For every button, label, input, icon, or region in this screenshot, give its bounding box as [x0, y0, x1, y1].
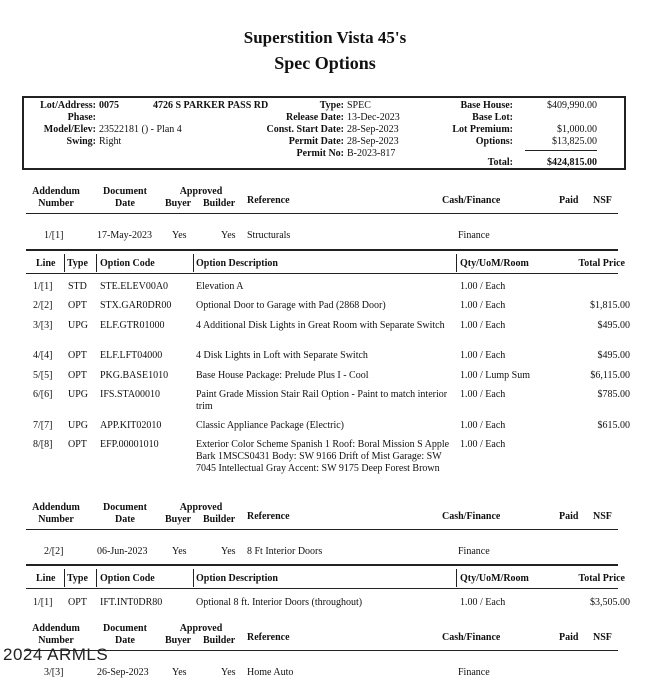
armls-watermark: 2024 ARMLS — [3, 645, 109, 664]
cash-finance-col-label: Cash/Finance — [442, 511, 501, 522]
line-description: Base House Package: Prelude Plus I - Cool — [196, 370, 369, 381]
option-description-col-label: Option Description — [196, 573, 278, 584]
const-start-value: 28-Sep-2023 — [347, 124, 399, 135]
paid-col-label: Paid — [559, 195, 579, 206]
approved-col-label: Approved — [179, 186, 223, 197]
addendum-buyer: Yes — [172, 667, 187, 678]
reference-col-label: Reference — [247, 632, 290, 643]
line-number: 6/[6] — [33, 389, 53, 400]
paid-col-label: Paid — [559, 511, 579, 522]
rule — [26, 650, 618, 651]
release-date-label: Release Date: — [285, 112, 344, 123]
permit-date-value: 28-Sep-2023 — [347, 136, 399, 147]
option-code-col-label: Option Code — [100, 258, 155, 269]
nsf-col-label: NSF — [593, 511, 612, 522]
const-start-label: Const. Start Date: — [266, 124, 344, 135]
line-qty: 1.00 / Each — [460, 439, 506, 450]
cash-finance-col-label: Cash/Finance — [442, 195, 501, 206]
qty-col-label: Qty/UoM/Room — [460, 573, 529, 584]
rule — [64, 569, 65, 587]
line-price: $6,115.00 — [590, 370, 630, 381]
addendum-number: 1/[1] — [44, 230, 64, 241]
document-col-label: Document — [103, 186, 147, 197]
line-number: 5/[5] — [33, 370, 53, 381]
rule — [26, 588, 618, 589]
addendum-date: 06-Jun-2023 — [97, 546, 148, 557]
type-value: SPEC — [347, 100, 371, 111]
line-type: OPT — [68, 597, 87, 608]
type-col-label: Type — [67, 573, 88, 584]
paid-col-label: Paid — [559, 632, 579, 643]
buyer-col-label: Buyer — [165, 635, 192, 646]
line-description: Elevation A — [196, 281, 244, 292]
addendum-reference: Structurals — [247, 230, 291, 241]
base-house-label: Base House: — [460, 100, 513, 111]
line-type: STD — [68, 281, 87, 292]
line-type: OPT — [68, 350, 87, 361]
line-code: IFS.STA00010 — [100, 389, 161, 400]
reference-col-label: Reference — [247, 511, 290, 522]
addendum-col-label: Addendum — [32, 623, 80, 634]
rule — [456, 569, 457, 587]
line-code: IFT.INT0DR80 — [100, 597, 163, 608]
option-code-col-label: Option Code — [100, 573, 155, 584]
document-col-label: Document — [103, 502, 147, 513]
model-label: Model/Elev: — [43, 124, 96, 135]
number-col-label: Number — [38, 198, 74, 209]
line-price: $495.00 — [597, 320, 630, 331]
addendum-cash-finance: Finance — [458, 546, 490, 557]
addendum-col-label: Addendum — [32, 186, 80, 197]
rule — [456, 254, 457, 272]
lot-premium-label: Lot Premium: — [452, 124, 513, 135]
swing-label: Swing: — [66, 136, 96, 147]
line-price: $3,505.00 — [590, 597, 630, 608]
addendum-number: 3/[3] — [44, 667, 64, 678]
addendum-number: 2/[2] — [44, 546, 64, 557]
line-price: $1,815.00 — [590, 300, 630, 311]
line-qty: 1.00 / Each — [460, 320, 506, 331]
permit-date-label: Permit Date: — [288, 136, 344, 147]
options-value: $13,825.00 — [552, 136, 597, 147]
line-type: UPG — [68, 320, 89, 331]
phase-label: Phase: — [67, 112, 96, 123]
rule — [64, 254, 65, 272]
addendum-buyer: Yes — [172, 546, 187, 557]
line-number: 1/[1] — [33, 281, 53, 292]
line-code: APP.KIT02010 — [100, 420, 162, 431]
address: 4726 S PARKER PASS RD — [153, 100, 269, 111]
base-house-value: $409,990.00 — [547, 100, 597, 111]
qty-col-label: Qty/UoM/Room — [460, 258, 529, 269]
rule — [193, 569, 194, 587]
line-qty: 1.00 / Each — [460, 350, 506, 361]
line-price: $615.00 — [597, 420, 630, 431]
line-qty: 1.00 / Each — [460, 389, 506, 400]
addendum-builder: Yes — [221, 667, 236, 678]
line-price: $785.00 — [597, 389, 630, 400]
line-description: Paint Grade Mission Stair Rail Option - Paint to match interior trim — [196, 389, 448, 412]
line-number: 7/[7] — [33, 420, 53, 431]
line-code: ELF.GTR01000 — [100, 320, 165, 331]
buyer-col-label: Buyer — [165, 198, 192, 209]
rule — [96, 254, 97, 272]
base-lot-label: Base Lot: — [472, 112, 513, 123]
document-col-label: Document — [103, 623, 147, 634]
approved-col-label: Approved — [179, 502, 223, 513]
addendum-reference: Home Auto — [247, 667, 294, 678]
permit-no-label: Permit No: — [296, 148, 344, 159]
line-description: Optional 8 ft. Interior Doors (throughout) — [196, 597, 363, 608]
addendum-buyer: Yes — [172, 230, 187, 241]
line-number: 3/[3] — [33, 320, 53, 331]
date-col-label: Date — [115, 635, 135, 646]
addendum-date: 26-Sep-2023 — [97, 667, 149, 678]
total-divider — [525, 150, 597, 151]
line-number: 1/[1] — [33, 597, 53, 608]
line-qty: 1.00 / Each — [460, 420, 506, 431]
lot-value: 0075 — [99, 100, 119, 111]
total-label: Total: — [487, 157, 513, 168]
line-code: STX.GAR0DR00 — [100, 300, 172, 311]
release-date-value: 13-Dec-2023 — [347, 112, 400, 123]
document-title: Superstition Vista 45's — [243, 28, 407, 47]
line-number: 8/[8] — [33, 439, 53, 450]
date-col-label: Date — [115, 514, 135, 525]
options-label: Options: — [475, 136, 513, 147]
approved-col-label: Approved — [179, 623, 223, 634]
permit-no-value: B-2023-817 — [347, 148, 396, 159]
line-qty: 1.00 / Lump Sum — [460, 370, 531, 381]
addendum-builder: Yes — [221, 230, 236, 241]
model-value: 23522181 () - Plan 4 — [99, 124, 182, 135]
rule — [26, 273, 618, 274]
builder-col-label: Builder — [203, 198, 236, 209]
addendum-cash-finance: Finance — [458, 667, 490, 678]
line-qty: 1.00 / Each — [460, 597, 506, 608]
builder-col-label: Builder — [203, 635, 236, 646]
addendum-reference: 8 Ft Interior Doors — [247, 546, 323, 557]
lot-label: Lot/Address: — [40, 100, 96, 111]
line-type: UPG — [68, 389, 89, 400]
nsf-col-label: NSF — [593, 195, 612, 206]
line-code: STE.ELEV00A0 — [100, 281, 169, 292]
line-code: PKG.BASE1010 — [100, 370, 169, 381]
rule — [26, 213, 618, 214]
line-type: OPT — [68, 370, 87, 381]
number-col-label: Number — [38, 514, 74, 525]
cash-finance-col-label: Cash/Finance — [442, 632, 501, 643]
line-code: ELF.LFT04000 — [100, 350, 163, 361]
date-col-label: Date — [115, 198, 135, 209]
line-description: 4 Disk Lights in Loft with Separate Switch — [196, 350, 368, 361]
line-qty: 1.00 / Each — [460, 281, 506, 292]
addendum-date: 17-May-2023 — [97, 230, 152, 241]
option-description-col-label: Option Description — [196, 258, 278, 269]
addendum-col-label: Addendum — [32, 502, 80, 513]
total-price-col-label: Total Price — [578, 258, 625, 269]
type-label: Type: — [319, 100, 344, 111]
rule — [26, 249, 618, 251]
line-description: Exterior Color Scheme Spanish 1 Roof: Boral Mission S Apple Bark 1MSCS0431 Body: SW 9166 Drift of Mist Garage: SW 7045 Intellectual Gray Accent: SW 9175 Deep Forest Brown — [196, 439, 450, 474]
line-price: $495.00 — [597, 350, 630, 361]
nsf-col-label: NSF — [593, 632, 612, 643]
line-type: OPT — [68, 300, 87, 311]
line-type: OPT — [68, 439, 87, 450]
number-col-label: Number — [38, 635, 74, 646]
type-col-label: Type — [67, 258, 88, 269]
addendum-cash-finance: Finance — [458, 230, 490, 241]
rule — [193, 254, 194, 272]
line-qty: 1.00 / Each — [460, 300, 506, 311]
total-value: $424,815.00 — [547, 157, 597, 168]
line-type: UPG — [68, 420, 89, 431]
lot-premium-value: $1,000.00 — [557, 124, 597, 135]
line-number: 2/[2] — [33, 300, 53, 311]
rule — [26, 564, 618, 566]
swing-value: Right — [99, 136, 122, 147]
builder-col-label: Builder — [203, 514, 236, 525]
rule — [26, 529, 618, 530]
reference-col-label: Reference — [247, 195, 290, 206]
line-col-label: Line — [36, 258, 56, 269]
line-description: Optional Door to Garage with Pad (2868 Door) — [196, 300, 386, 311]
rule — [96, 569, 97, 587]
total-price-col-label: Total Price — [578, 573, 625, 584]
buyer-col-label: Buyer — [165, 514, 192, 525]
line-number: 4/[4] — [33, 350, 53, 361]
addendum-builder: Yes — [221, 546, 236, 557]
line-description: Classic Appliance Package (Electric) — [196, 420, 344, 431]
line-description: 4 Additional Disk Lights in Great Room with Separate Switch — [196, 320, 445, 331]
line-code: EFP.00001010 — [100, 439, 159, 450]
line-col-label: Line — [36, 573, 56, 584]
document-subtitle: Spec Options — [274, 53, 376, 73]
